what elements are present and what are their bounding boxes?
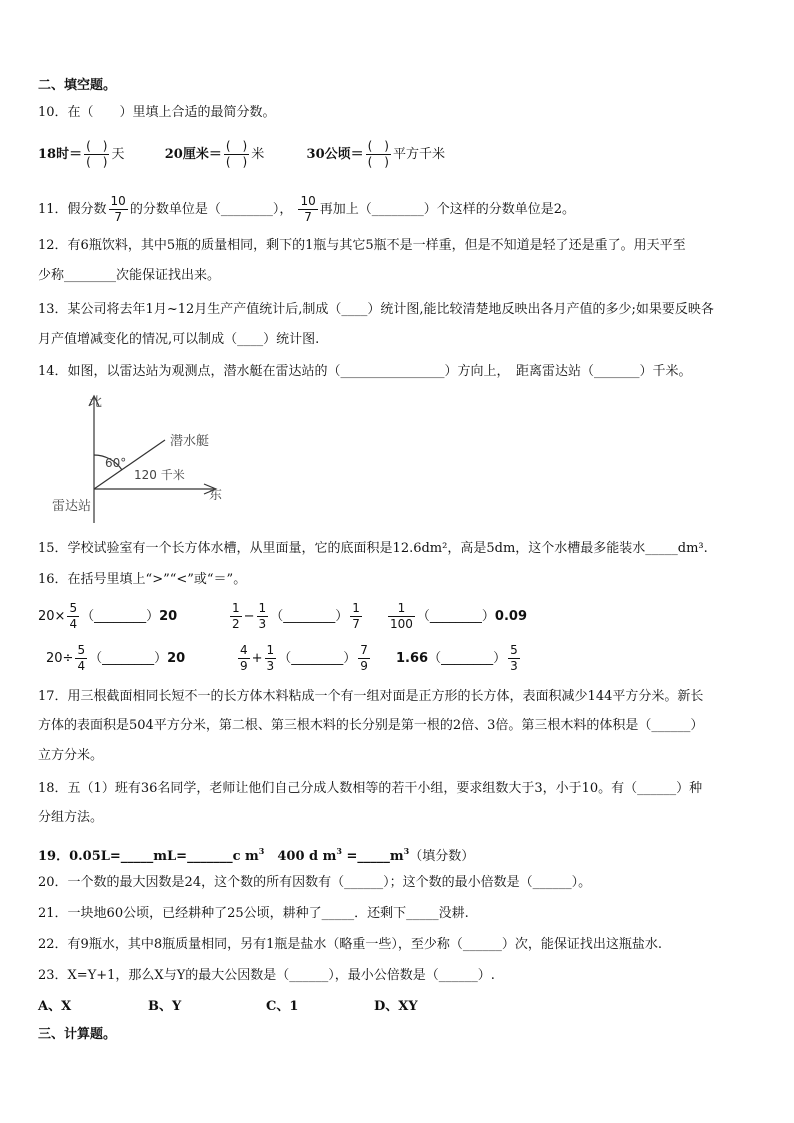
question-17-line2: 方体的表面积是504平方分米，第二根、第三根木料的长分别是第一根的2倍、3倍。第三根木料的体积是（______） [38,718,704,733]
section-2-heading: 二、填空题。 [38,78,117,93]
option-b[interactable]: B、Y [148,999,182,1014]
question-12-line1: 12．有6瓶饮料，其中5瓶的质量相同，剩下的1瓶与其它5瓶不是一样重，但是不知道是轻了还是重了。用天平至 [38,238,686,253]
q11-fraction-b: $\frac{10}{7}$ [300,194,316,224]
question-19: 19．0.05L=_____mL=_______c $m^3$ 400 d $m^3$ $=\_\_\_\_\_m^3$（填分数） [38,846,475,864]
q16-r1-b: $\frac{1}{2}$ − $\frac{1}{3}$ （________） $\frac{1}{7}$ [232,601,360,631]
question-10-items [38,132,445,178]
question-22: 22．有9瓶水，其中8瓶质量相同，另有1瓶是盐水（略重一些），至少称（______）次，能保证找出这瓶盐水. [38,937,662,952]
q16-r1-c: $\frac{1}{100}$ （________）0.09 [390,601,527,631]
distance-label: 120 千米 [134,468,185,482]
question-11 [38,190,575,230]
question-23: 23．X=Y+1，那么X与Y的最大公因数是（______），最小公倍数是（______）. [38,968,495,983]
q10-a-fraction: $\frac{( )}{( )}$ [86,139,108,169]
q16-r2-a: 20÷ $\frac{5}{4}$ （________）20 [46,643,186,673]
q10-c-prefix: 30公顷＝ [306,147,364,162]
q11-fraction-a: $\frac{10}{7}$ [110,194,126,224]
radar-diagram [48,390,238,525]
question-12-line2: 少称________次能保证找出来。 [38,268,221,283]
q10-b-fraction: $\frac{( )}{( )}$ [225,139,248,169]
angle-label: 60° [105,456,127,470]
option-a[interactable]: A、X [38,999,72,1014]
question-15: 15．学校试验室有一个长方体水槽，从里面量，它的底面积是12.6dm²，高是5dm，这个水槽最多能装水_____dm³. [38,541,708,556]
question-18-line1: 18．五（1）班有36名同学，老师让他们自己分成人数相等的若干小组，要求组数大于3，小于10。有（______）种 [38,781,703,796]
question-14-line1: 14．如图，以雷达站为观测点，潜水艇在雷达站的（________________）方向上， 距离雷达站（_______）千米。 [38,364,692,379]
question-10-stem: 10．在（ ）里填上合适的最简分数。 [38,105,276,120]
q11-mid: 的分数单位是（________）， [129,202,293,217]
q11-prefix: 11．假分数 [38,202,107,217]
station-label: 雷达站 [52,499,92,514]
q10-b-suffix: 米 [251,147,265,162]
q16-r2-c: 1.66（________） $\frac{5}{3}$ [396,643,518,673]
q10-a-prefix: 18时＝ [38,147,83,162]
question-16-stem: 16．在括号里填上“>”“<”或“＝”。 [38,572,247,587]
q10-a-suffix: 天 [111,147,125,162]
option-c[interactable]: C、1 [266,999,299,1014]
section-3-heading: 三、计算题。 [38,1027,117,1042]
question-13-line2: 月产值增减变化的情况,可以制成（____）统计图. [38,332,320,347]
north-label: 北 [89,395,103,410]
q16-r2-b: $\frac{4}{9}$ + $\frac{1}{3}$ （________） $\frac{7}{9}$ [240,643,368,673]
question-13-line1: 13．某公司将去年1月~12月生产产值统计后,制成（____）统计图,能比较清楚地反映出各月产值的多少;如果要反映各 [38,302,714,317]
q10-c-suffix: 平方千米 [393,147,446,162]
q16-r1-a: 20× $\frac{5}{4}$ （________）20 [38,601,178,631]
question-17-line3: 立方分米。 [38,748,104,763]
submarine-label: 潜水艇 [170,434,210,449]
question-18-line2: 分组方法。 [38,810,104,825]
question-17-line1: 17．用三根截面相同长短不一的长方体木料粘成一个有一组对面是正方形的长方体，表面积减少144平方分米。新长 [38,689,704,704]
east-label: 东 [209,488,223,503]
option-d[interactable]: D、XY [374,999,418,1014]
q11-suffix: 再加上（________）个这样的分数单位是2。 [319,202,576,217]
q10-b-prefix: 20厘米＝ [164,147,222,162]
question-21: 21．一块地60公顷，已经耕种了25公顷，耕种了_____．还剩下_____没耕. [38,906,469,921]
q10-c-fraction: $\frac{( )}{( )}$ [367,139,389,169]
question-20: 20．一个数的最大因数是24，这个数的所有因数有（______）；这个数的最小倍数是（______）。 [38,875,592,890]
